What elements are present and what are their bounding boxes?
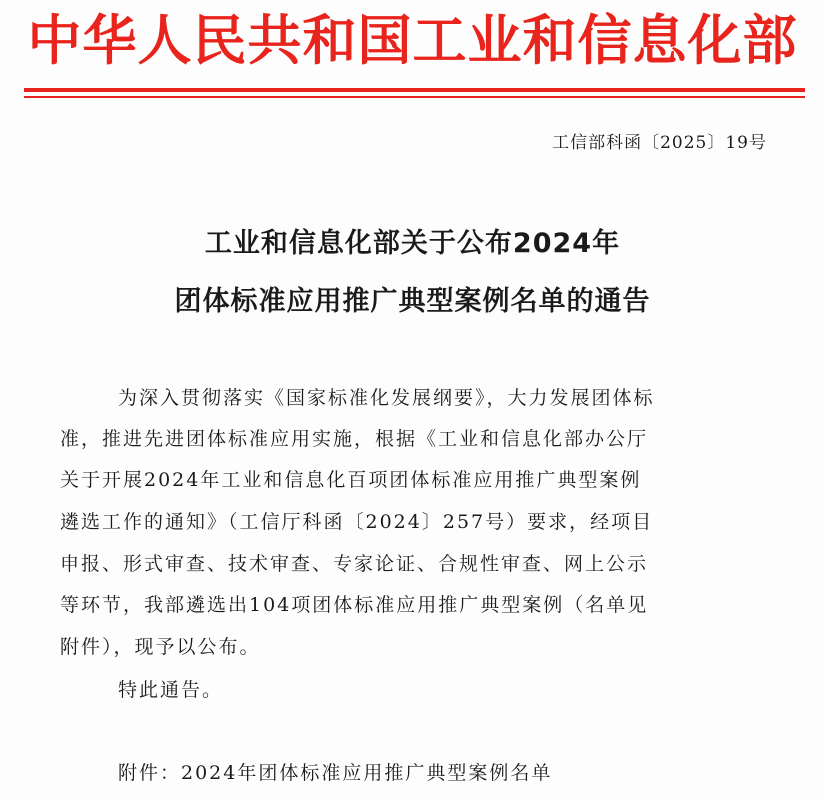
body-paragraph-line: 准，推进先进团体标准应用实施，根据《工业和信息化部办公厅 — [60, 428, 649, 450]
body-paragraph-line: 申报、形式审查、技术审查、专家论证、合规性审查、网上公示 — [60, 553, 649, 575]
letterhead-rule-thick — [24, 88, 805, 92]
notice-title-line-1: 工业和信息化部关于公布2024年 — [204, 228, 621, 259]
notice-title-line-2: 团体标准应用推广典型案例名单的通告 — [174, 286, 651, 317]
body-paragraph-line: 遴选工作的通知》（工信厅科函〔2024〕257号）要求，经项目 — [60, 511, 654, 533]
body-paragraph-line: 关于开展2024年工业和信息化百项团体标准应用推广典型案例 — [60, 469, 642, 491]
letterhead-title: 中华人民共和国工业和信息化部 — [27, 9, 798, 72]
document-number: 工信部科函〔2025〕19号 — [552, 133, 767, 153]
closing-statement: 特此通告。 — [118, 679, 224, 701]
letterhead-rule-thin — [24, 96, 805, 98]
body-paragraph-line: 附件），现予以公布。 — [60, 636, 261, 658]
attachment-line: 附件：2024年团体标准应用推广典型案例名单 — [118, 762, 553, 784]
body-paragraph-line: 等环节，我部遴选出104项团体标准应用推广典型案例（名单见 — [60, 594, 649, 616]
body-paragraph-line: 为深入贯彻落实《国家标准化发展纲要》，大力发展团体标 — [118, 387, 655, 409]
